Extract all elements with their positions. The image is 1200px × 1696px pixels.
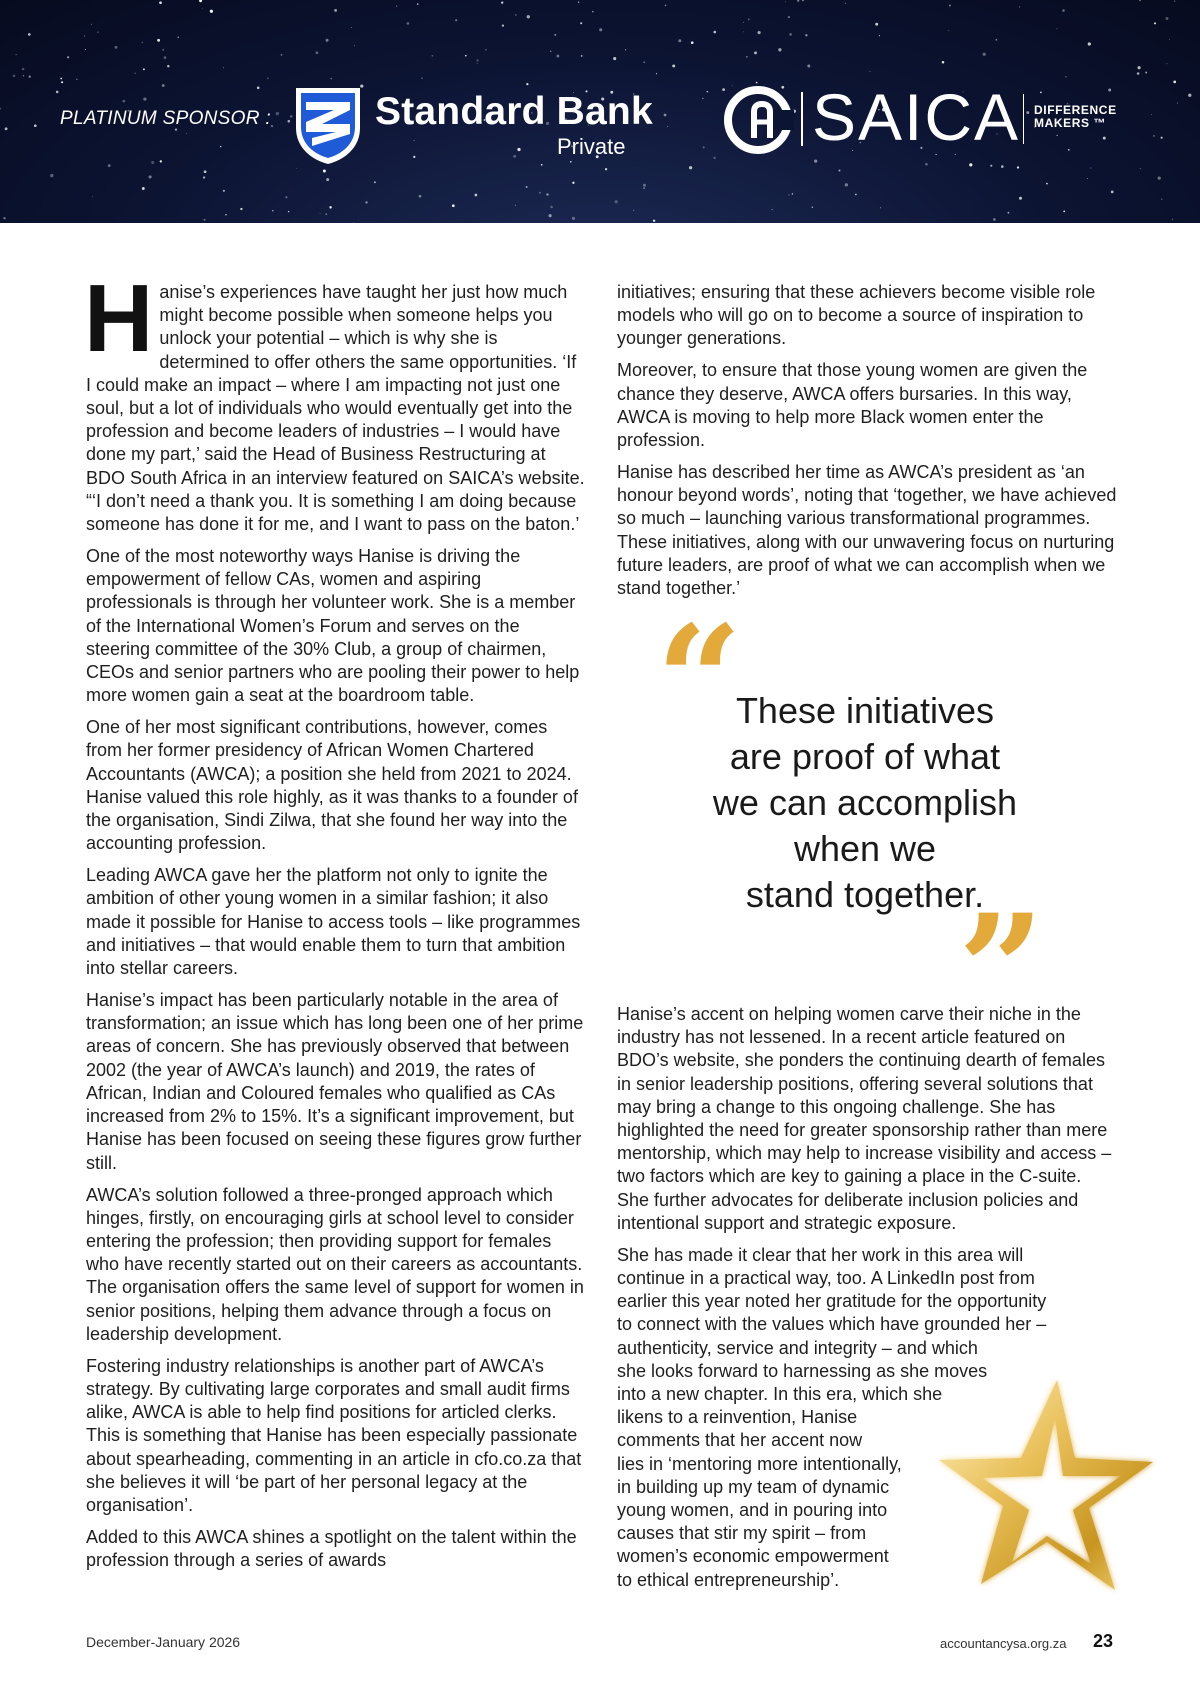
star-dot xyxy=(1173,81,1176,84)
star-dot xyxy=(123,100,126,103)
star-dot xyxy=(1026,111,1029,114)
star-dot xyxy=(135,73,136,74)
paragraph-line: into a new chapter. In this era, which she xyxy=(617,1384,943,1405)
article-paragraph: Added to this AWCA shines a spotlight on the talent within the profession through a series of awards xyxy=(86,1526,577,1571)
star-dot xyxy=(526,186,528,188)
star-dot xyxy=(204,219,206,221)
star-dot xyxy=(572,182,574,184)
star-dot xyxy=(223,67,224,68)
paragraph-line: lies in ‘mentoring more intentionally, xyxy=(617,1453,902,1474)
star-dot xyxy=(115,46,118,49)
star-dot xyxy=(756,82,758,84)
paragraph-line: continue in a practical way, too. A LinkedIn post from xyxy=(617,1268,1035,1289)
paragraph-line: comments that her accent now xyxy=(617,1430,863,1451)
star-dot xyxy=(271,125,273,127)
star-dot xyxy=(417,3,418,4)
star-dot xyxy=(50,174,53,177)
star-dot xyxy=(772,209,773,210)
star-dot xyxy=(869,71,870,72)
paragraph-line: young women, and in pouring into xyxy=(617,1500,888,1521)
star-dot xyxy=(225,214,226,215)
star-dot xyxy=(203,176,205,178)
star-dot xyxy=(326,39,329,42)
drop-cap: H xyxy=(84,265,154,372)
star-dot xyxy=(414,140,415,141)
star-dot xyxy=(788,16,790,18)
star-dot xyxy=(880,207,881,208)
star-dot xyxy=(527,15,530,18)
star-dot xyxy=(159,1,162,4)
star-dot xyxy=(502,24,504,26)
star-dot xyxy=(5,127,8,130)
star-dot xyxy=(157,39,160,42)
star-dot xyxy=(413,156,415,158)
star-dot xyxy=(1145,72,1147,74)
star-dot xyxy=(1161,137,1163,139)
star-dot xyxy=(792,193,793,194)
star-dot xyxy=(151,161,154,164)
star-dot xyxy=(875,23,878,26)
difference-makers-tagline xyxy=(1034,104,1124,130)
article-left-column xyxy=(84,265,586,1581)
difference-makers-divider xyxy=(1023,94,1024,144)
star-dot xyxy=(76,79,77,80)
star-dot xyxy=(549,214,552,217)
star-dot xyxy=(1174,1,1175,2)
pull-quote-line: are proof of what xyxy=(729,736,1001,777)
star-dot xyxy=(754,51,757,54)
star-dot xyxy=(797,0,799,2)
article-paragraph: AWCA’s solution followed a three-pronged approach which hinges, firstly, on encouraging girls at school level to consider entering the profession; then providing support for females who have recently started out on their careers as accountants. The organisation offers the same level of support for women in senior positions, helping them advance through a focus on leadership development. xyxy=(86,1184,584,1344)
difference-makers-line2: MAKERS ™ xyxy=(1034,116,1107,130)
star-dot xyxy=(330,78,332,80)
star-dot xyxy=(419,195,422,198)
star-dot xyxy=(778,48,781,51)
article-paragraph: Leading AWCA gave her the platform not only to ignite the ambition of other young women in a similar fashion; it also made it possible for Hanise to access tools – like programmes and initiatives – that would enable them to turn that ambition into stellar careers. xyxy=(86,865,581,979)
star-dot xyxy=(1057,135,1058,136)
paragraph-line: authenticity, service and integrity – and which xyxy=(617,1337,978,1358)
star-dot xyxy=(678,39,681,42)
star-dot xyxy=(452,204,455,207)
star-dot xyxy=(664,114,667,117)
star-dot xyxy=(948,30,949,31)
star-dot xyxy=(1151,114,1152,115)
star-dot xyxy=(955,154,956,155)
star-dot xyxy=(485,49,487,51)
star-dot xyxy=(1166,17,1169,20)
close-quote-mark: ” xyxy=(958,882,1045,1058)
pull-quote-line: we can accomplish xyxy=(712,782,1018,823)
star-dot xyxy=(702,98,703,99)
article-right-column-top xyxy=(617,281,1117,609)
star-dot xyxy=(199,0,202,2)
star-dot xyxy=(22,68,24,70)
star-dot xyxy=(1090,167,1091,168)
issue-date: December-January 2026 xyxy=(86,1634,241,1650)
star-dot xyxy=(643,61,645,63)
star-dot xyxy=(1103,137,1106,140)
star-dot xyxy=(605,168,607,170)
star-dot xyxy=(789,33,792,36)
star-dot xyxy=(550,51,551,52)
paragraph-line: to ethical entrepreneurship’. xyxy=(617,1569,840,1590)
star-dot xyxy=(108,164,111,167)
article-paragraph: Hanise’s accent on helping women carve their niche in the industry has not lessened. In a recent article featured on BDO’s website, she ponders the continuing dearth of females in senior leadership positions, offering several solutions that may bring a change to this ongoing challenge. She has highlighted the need for greater sponsorship rather than mere mentorship, which may help to increase visibility and access – two factors which are key to gaining a place in the C-suite. She further advocates for deliberate inclusion policies and intentional support and strategic exposure. xyxy=(617,1004,1112,1233)
star-dot xyxy=(97,32,98,33)
standard-bank-private: Private xyxy=(557,134,626,159)
star-dot xyxy=(758,31,761,34)
star-dot xyxy=(1088,42,1091,45)
star-dot xyxy=(240,208,242,210)
star-dot xyxy=(141,42,143,44)
star-dot xyxy=(281,54,283,56)
ca-monogram-logo xyxy=(724,86,794,154)
star-dot xyxy=(845,183,848,186)
star-dot xyxy=(56,91,59,94)
star-dot xyxy=(220,146,221,147)
star-dot xyxy=(580,22,582,24)
difference-makers-line1: DIFFERENCE xyxy=(1034,103,1117,117)
pull-quote-line: stand together. xyxy=(745,874,985,915)
star-dot xyxy=(554,34,556,36)
star-dot xyxy=(714,31,717,34)
star-dot xyxy=(1068,149,1070,151)
star-dot xyxy=(84,35,85,36)
star-dot xyxy=(476,59,478,61)
star-dot xyxy=(570,161,572,163)
pull-quote-line: These initiatives xyxy=(735,690,995,731)
star-dot xyxy=(162,84,165,87)
star-dot xyxy=(1046,183,1048,185)
star-dot xyxy=(1108,89,1111,92)
star-dot xyxy=(812,207,813,208)
star-dot xyxy=(143,68,145,70)
star-dot xyxy=(272,210,274,212)
star-dot xyxy=(329,206,331,208)
star-dot xyxy=(672,64,675,67)
star-dot xyxy=(142,187,145,190)
paragraph-line: in building up my team of dynamic xyxy=(617,1476,890,1497)
star-dot xyxy=(351,27,352,28)
star-dot xyxy=(186,133,187,134)
star-dot xyxy=(990,165,992,167)
star-dot xyxy=(223,190,225,192)
star-dot xyxy=(599,28,602,31)
star-dot xyxy=(949,4,951,6)
star-dot xyxy=(1019,6,1020,7)
star-dot xyxy=(501,1,503,3)
star-dot xyxy=(526,83,528,85)
star-dot xyxy=(942,61,945,64)
saica-wordmark: SAICA xyxy=(812,80,1021,154)
star-dot xyxy=(354,45,355,46)
star-dot xyxy=(653,220,655,222)
star-dot xyxy=(1001,165,1004,168)
star-dot xyxy=(61,81,63,83)
star-dot xyxy=(633,210,634,211)
star-dot xyxy=(515,205,516,206)
star-dot xyxy=(1040,92,1042,94)
star-dot xyxy=(1063,211,1065,213)
star-dot xyxy=(788,194,789,195)
star-dot xyxy=(935,154,936,155)
star-dot xyxy=(581,55,583,57)
star-dot xyxy=(707,91,709,93)
article-paragraph: One of the most noteworthy ways Hanise is driving the empowerment of fellow CAs, women and aspiring professionals is through her volunteer work. She is a member of the International Women’s Forum and serves on the steering committee of the 30% Club, a group of chairmen, CEOs and senior partners who are pooling their power to help more women gain a seat at the boardroom table. xyxy=(86,546,580,706)
star-dot xyxy=(983,53,986,56)
star-dot xyxy=(785,1,786,2)
star-dot xyxy=(477,63,478,64)
star-dot xyxy=(838,169,840,171)
star-dot xyxy=(855,194,857,196)
article-paragraph: Fostering industry relationships is another part of AWCA’s strategy. By cultivating large corporates and small audit firms alike, AWCA is able to help find positions for articled clerks. This is something that Hanise has been especially passionate about spearheading, commenting in an article in cfo.co.za that she believes it will ‘be part of her personal legacy at the organisation’. xyxy=(86,1355,582,1515)
star-dot xyxy=(572,217,575,220)
star-dot xyxy=(92,196,93,197)
star-dot xyxy=(202,8,203,9)
star-dot xyxy=(643,184,646,187)
star-dot xyxy=(334,9,337,12)
star-dot xyxy=(1056,28,1057,29)
star-dot xyxy=(550,206,553,209)
website-link[interactable]: accountancysa.org.za xyxy=(940,1636,1067,1651)
star-dot xyxy=(667,126,668,127)
gold-star-decoration xyxy=(925,1370,1160,1605)
star-dot xyxy=(802,0,803,1)
standard-bank-name: Standard Bank xyxy=(375,90,653,133)
star-dot xyxy=(167,65,169,67)
star-dot xyxy=(1158,176,1161,179)
star-dot xyxy=(13,75,16,78)
star-dot xyxy=(969,163,972,166)
article-paragraph: initiatives; ensuring that these achievers become visible role models who will go on to become a source of inspiration to younger generations. xyxy=(617,282,1096,349)
star-dot xyxy=(689,166,692,169)
star-dot xyxy=(1062,9,1065,12)
star-dot xyxy=(625,49,626,50)
star-dot xyxy=(1087,178,1088,179)
star-dot xyxy=(323,169,326,172)
star-dot xyxy=(665,5,667,7)
star-dot xyxy=(805,34,807,36)
star-dot xyxy=(162,49,164,51)
star-dot xyxy=(0,108,1,110)
star-dot xyxy=(3,217,5,219)
star-dot xyxy=(517,148,520,151)
star-dot xyxy=(613,57,616,60)
star-dot xyxy=(1111,191,1114,194)
star-dot xyxy=(432,55,433,56)
star-dot xyxy=(149,175,152,178)
star-dot xyxy=(1166,63,1167,64)
star-dot xyxy=(288,211,289,212)
star-dot xyxy=(177,37,179,39)
star-dot xyxy=(91,24,92,25)
star-dot xyxy=(995,39,997,41)
star-dot xyxy=(541,164,543,166)
star-dot xyxy=(85,49,86,50)
star-dot xyxy=(1154,22,1156,24)
star-dot xyxy=(1140,168,1141,169)
star-dot xyxy=(703,146,705,148)
star-dot xyxy=(320,213,321,214)
paragraph-line: she looks forward to harnessing as she moves xyxy=(617,1360,988,1381)
star-dot xyxy=(1172,219,1173,220)
paragraph-line: earlier this year noted her gratitude for the opportunity xyxy=(617,1291,1047,1312)
star-dot xyxy=(615,200,618,203)
star-dot xyxy=(1139,0,1141,1)
star-dot xyxy=(475,194,478,197)
article-paragraph: Hanise has described her time as AWCA’s president as ‘an honour beyond words’, noting that ‘together, we have achieved so much – launching various transformational programmes. These initiatives, along with our unwavering focus on nurturing future leaders, are proof of what we can accomplish when we stand together.’ xyxy=(617,462,1117,599)
star-dot xyxy=(643,187,644,188)
star-dot xyxy=(210,10,213,13)
open-quote-mark: “ xyxy=(656,593,743,769)
star-dot xyxy=(285,196,287,198)
star-dot xyxy=(1019,197,1022,200)
star-dot xyxy=(1188,94,1191,97)
star-dot xyxy=(1153,135,1155,137)
star-dot xyxy=(353,222,354,223)
star-dot xyxy=(993,218,996,221)
star-dot xyxy=(1169,39,1170,40)
star-dot xyxy=(160,160,162,162)
star-dot xyxy=(34,124,37,127)
sponsor-label: PLATINUM SPONSOR : xyxy=(60,108,271,129)
star-dot xyxy=(374,181,376,183)
star-dot xyxy=(748,18,750,20)
star-dot xyxy=(1065,76,1066,77)
star-dot xyxy=(455,19,457,21)
star-dot xyxy=(879,35,880,36)
article-paragraph: One of her most significant contributions, however, comes from her former presidency of African Women Chartered Accountants (AWCA); a position she held from 2021 to 2024. Hanise valued this role highly, as it was thanks to a founder of the organisation, Sindi Zilwa, that she found her way into the accounting profession. xyxy=(86,717,578,854)
paragraph-line: She has made it clear that her work in this area will xyxy=(617,1244,1024,1265)
article-paragraph xyxy=(84,265,586,536)
star-dot xyxy=(743,31,744,32)
star-dot xyxy=(845,3,846,4)
article-paragraph: Hanise’s impact has been particularly notable in the area of transformation; an issue which has long been one of her prime areas of concern. She has previously observed that between 2002 (the year of AWCA’s launch) and 2019, the rates of African, Indian and Coloured females who qualified as CAs increased from 2% to 15%. It’s a significant improvement, but Hanise has been focused on seeing these figures grow further still. xyxy=(86,990,584,1173)
star-dot xyxy=(539,192,541,194)
star-dot xyxy=(143,97,146,100)
paragraph-line: causes that stir my spirit – from xyxy=(617,1523,867,1544)
star-dot xyxy=(578,1,579,2)
star-dot xyxy=(407,22,410,25)
star-dot xyxy=(325,213,327,215)
star-dot xyxy=(60,78,62,80)
paragraph-text: anise’s experiences have taught her just how much might become possible when someone helps you unlock your potential – which is why she is determined to offer others the same opportunities. ‘If I could make an impact – where I am impacting not just one soul, but a lot of individuals who would eventually get into the profession and become leaders of industries – I would have done my part,’ said the Head of Business Restructuring at BDO South Africa in an interview featured on SAICA’s website. “‘I don’t need a thank you. It is something I am doing because someone has done it for me, and I want to pass on the baton.’ xyxy=(86,282,585,535)
star-dot xyxy=(326,178,329,181)
star-dot xyxy=(316,51,319,54)
star-dot xyxy=(16,54,17,55)
star-dot xyxy=(925,163,928,166)
star-dot xyxy=(296,168,297,169)
star-dot xyxy=(515,14,516,15)
pull-quote-line: when we xyxy=(793,828,937,869)
star-dot xyxy=(513,155,516,158)
star-dot xyxy=(257,87,260,90)
star-dot xyxy=(288,120,291,123)
star-dot xyxy=(465,55,467,57)
star-dot xyxy=(814,160,817,163)
paragraph-line: to connect with the values which have grounded her – xyxy=(617,1314,1047,1335)
star-dot xyxy=(1137,72,1140,75)
star-dot xyxy=(556,55,559,58)
paragraph-line: women’s economic empowerment xyxy=(617,1546,889,1567)
star-dot xyxy=(592,11,594,13)
star-dot xyxy=(1177,103,1178,104)
star-dot xyxy=(691,41,694,44)
star-dot xyxy=(164,56,167,59)
star-dot xyxy=(546,193,548,195)
star-dot xyxy=(422,78,423,79)
star-dot xyxy=(204,170,207,173)
star-dot xyxy=(267,77,268,78)
sponsor-banner xyxy=(0,0,1200,223)
star-dot xyxy=(396,6,397,7)
standard-bank-shield-logo xyxy=(292,84,364,166)
star-dot xyxy=(29,76,31,78)
star-dot xyxy=(1161,199,1162,200)
star-dot xyxy=(28,33,31,36)
star-dot xyxy=(23,75,24,76)
star-dot xyxy=(67,56,69,58)
paragraph-line: likens to a reinvention, Hanise xyxy=(617,1407,858,1428)
star-dot xyxy=(1138,66,1141,69)
star-dot xyxy=(746,56,748,58)
star-dot xyxy=(276,112,279,115)
star-dot xyxy=(713,157,715,159)
star-dot xyxy=(1007,212,1009,214)
star-dot xyxy=(365,201,367,203)
saica-divider xyxy=(801,92,803,146)
star-dot xyxy=(1017,166,1019,168)
page-number: 23 xyxy=(1093,1631,1114,1651)
star-dot xyxy=(656,73,657,74)
article-paragraph: Moreover, to ensure that those young women are given the chance they deserve, AWCA offers bursaries. In this way, AWCA is moving to help more Black women enter the profession. xyxy=(617,360,1088,451)
star-dot xyxy=(743,22,744,23)
star-dot xyxy=(807,65,810,68)
